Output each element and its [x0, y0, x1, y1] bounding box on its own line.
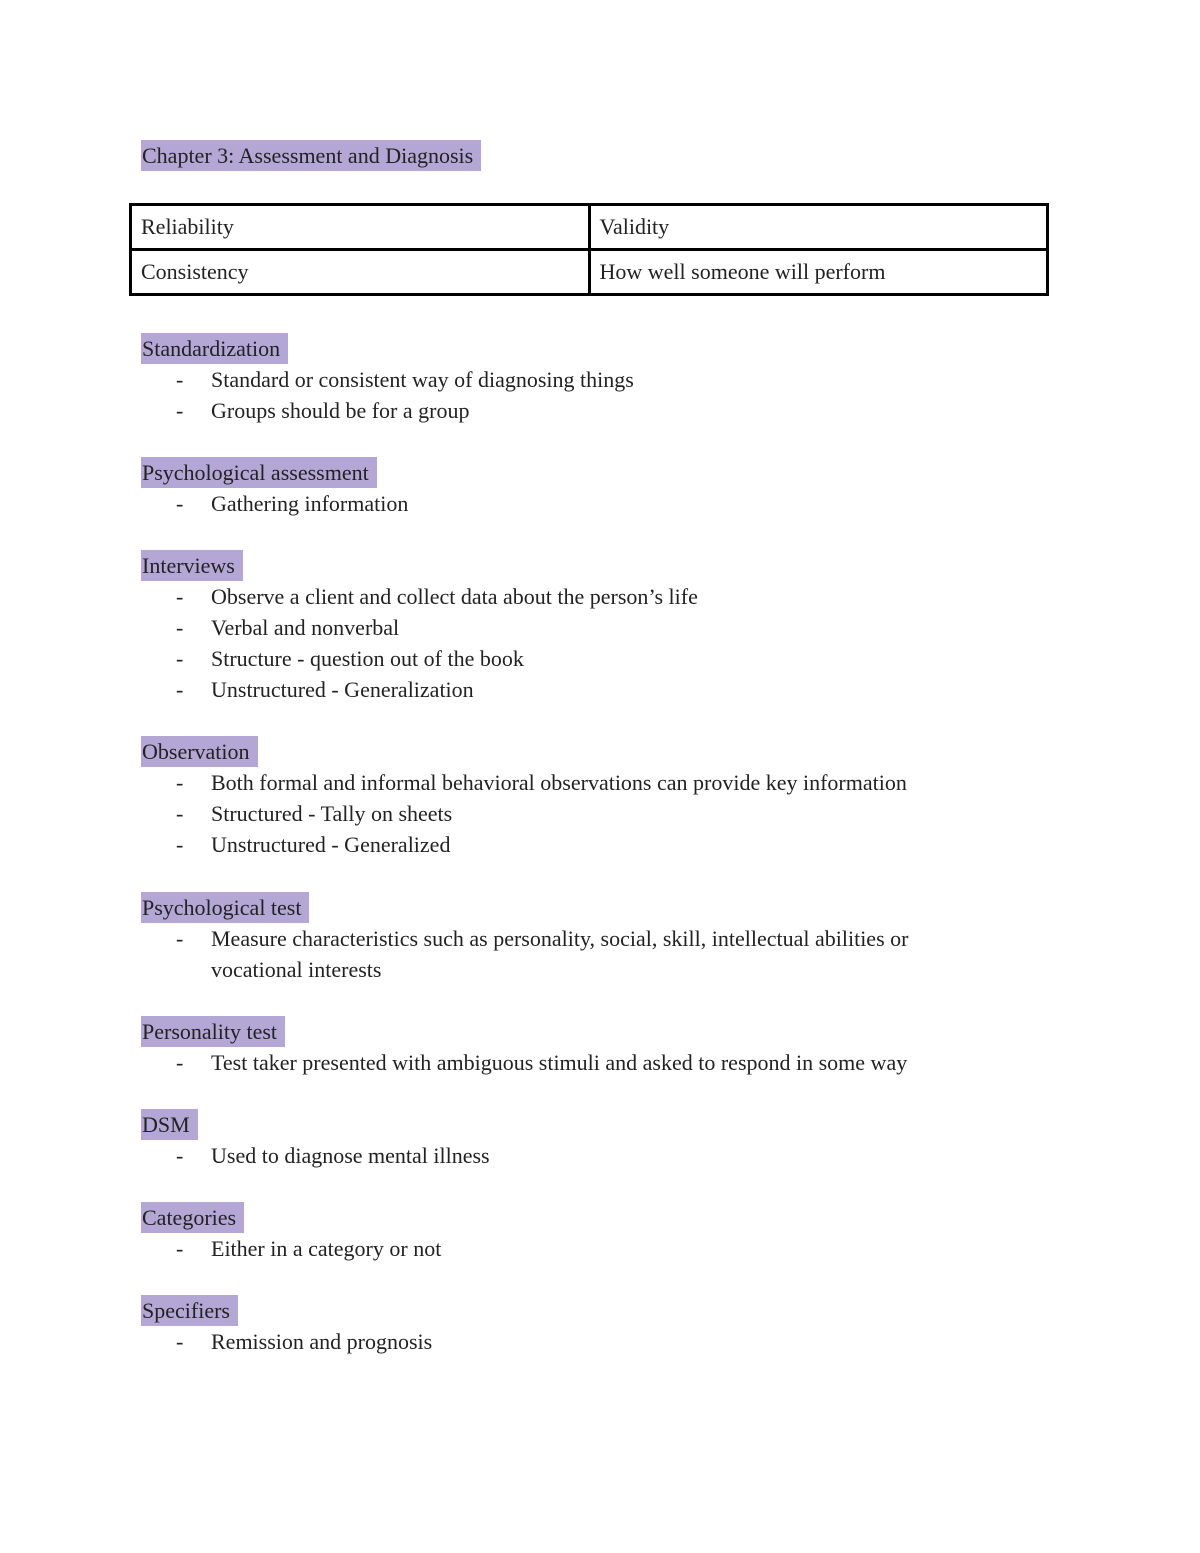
list-item [141, 674, 981, 705]
list-item-text: Observe a client and collect data about the person’s life [211, 584, 698, 609]
section-heading: Interviews [141, 550, 243, 581]
bullet-dash: - [176, 491, 184, 516]
list-item [141, 488, 981, 519]
list-item [141, 767, 981, 798]
list-item-text: Both formal and informal behavioral observations can provide key information [211, 770, 907, 795]
bullet-dash: - [176, 832, 184, 857]
list-item [141, 798, 981, 829]
table-row [131, 205, 1048, 250]
section-psychological-test [141, 892, 981, 985]
list-item [141, 923, 981, 985]
list-item [141, 612, 981, 643]
bullet-dash: - [176, 677, 184, 702]
bullet-dash: - [176, 615, 184, 640]
list-item-text: Either in a category or not [211, 1236, 442, 1261]
bullet-list [141, 1233, 981, 1264]
list-item-text: Gathering information [211, 491, 409, 516]
list-item-text: Test taker presented with ambiguous stimuli and asked to respond in some way [211, 1050, 908, 1075]
section-heading: Standardization [141, 333, 288, 364]
bullet-dash: - [176, 584, 184, 609]
list-item [141, 581, 981, 612]
bullet-list [141, 923, 981, 985]
bullet-list [141, 1047, 981, 1078]
list-item-text: Structure - question out of the book [211, 646, 524, 671]
list-item [141, 643, 981, 674]
bullet-list [141, 364, 981, 426]
section-heading: Psychological test [141, 892, 309, 923]
page-title [141, 140, 481, 171]
bullet-list [141, 767, 981, 860]
section-heading: Specifiers [141, 1295, 238, 1326]
reliability-validity-table [129, 203, 1049, 296]
bullet-dash: - [176, 801, 184, 826]
section-personality-test [141, 1016, 981, 1078]
section-heading: Personality test [141, 1016, 285, 1047]
list-item-text: Measure characteristics such as personality, social, skill, intellectual abilities or vocational interests [211, 926, 909, 982]
table-cell: Reliability [131, 205, 590, 250]
section-dsm [141, 1109, 981, 1171]
table-cell: Consistency [131, 250, 590, 295]
table-cell: Validity [589, 205, 1048, 250]
list-item-text: Structured - Tally on sheets [211, 801, 453, 826]
section-categories [141, 1202, 981, 1264]
section-observation [141, 736, 981, 860]
bullet-list [141, 488, 981, 519]
list-item [141, 1047, 981, 1078]
section-heading: Categories [141, 1202, 244, 1233]
bullet-dash: - [176, 1236, 184, 1261]
bullet-dash: - [176, 1329, 184, 1354]
list-item-text: Unstructured - Generalized [211, 832, 451, 857]
bullet-dash: - [176, 926, 184, 951]
list-item [141, 1326, 981, 1357]
bullet-list [141, 1140, 981, 1171]
bullet-dash: - [176, 1050, 184, 1075]
bullet-dash: - [176, 646, 184, 671]
bullet-dash: - [176, 1143, 184, 1168]
section-psychological-assessment [141, 457, 981, 519]
section-interviews [141, 550, 981, 705]
bullet-list [141, 581, 981, 705]
table-cell: How well someone will perform [589, 250, 1048, 295]
bullet-dash: - [176, 770, 184, 795]
list-item [141, 1233, 981, 1264]
table-row [131, 250, 1048, 295]
section-heading: Observation [141, 736, 258, 767]
section-standardization [141, 333, 981, 426]
list-item-text: Used to diagnose mental illness [211, 1143, 490, 1168]
list-item [141, 829, 981, 860]
bullet-list [141, 1326, 981, 1357]
list-item-text: Remission and prognosis [211, 1329, 433, 1354]
list-item-text: Standard or consistent way of diagnosing things [211, 367, 634, 392]
section-specifiers [141, 1295, 981, 1357]
list-item-text: Unstructured - Generalization [211, 677, 474, 702]
list-item-text: Verbal and nonverbal [211, 615, 400, 640]
title-text: Chapter 3: Assessment and Diagnosis [141, 140, 481, 171]
section-heading: Psychological assessment [141, 457, 377, 488]
list-item [141, 364, 981, 395]
bullet-dash: - [176, 367, 184, 392]
list-item [141, 395, 981, 426]
bullet-dash: - [176, 398, 184, 423]
list-item [141, 1140, 981, 1171]
list-item-text: Groups should be for a group [211, 398, 470, 423]
section-heading: DSM [141, 1109, 198, 1140]
